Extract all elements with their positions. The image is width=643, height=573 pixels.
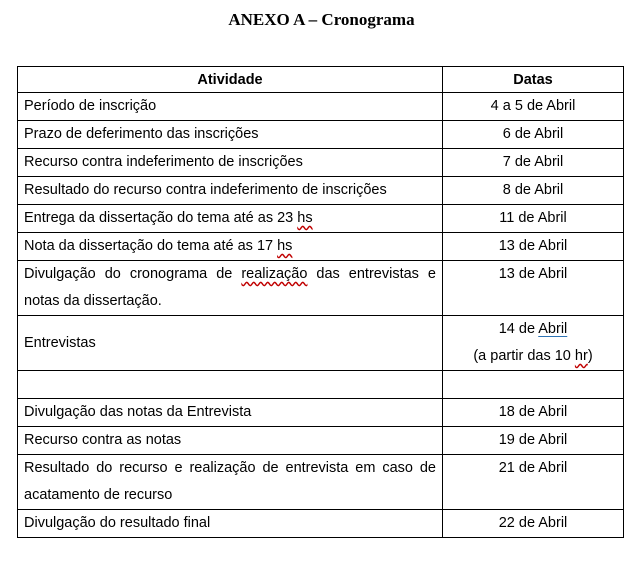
table-row — [18, 399, 624, 427]
date-cell: 8 de Abril — [443, 177, 624, 205]
table-header-row — [18, 67, 624, 93]
table-row — [18, 233, 624, 261]
date-line-2 — [449, 343, 617, 370]
date-cell: 7 de Abril — [443, 149, 624, 177]
activity-cell — [18, 261, 443, 316]
date-cell: 21 de Abril — [443, 455, 624, 510]
header-activity: Atividade — [18, 67, 443, 93]
table-row — [18, 121, 624, 149]
activity-text: Nota da dissertação do tema até as 17 — [24, 238, 278, 254]
date-cell — [443, 316, 624, 371]
date-text: (a partir das 10 — [473, 348, 575, 364]
date-cell — [443, 371, 624, 399]
activity-cell: Divulgação do resultado final — [18, 510, 443, 538]
spellcheck-flagged-word: hs — [297, 210, 313, 226]
schedule-table — [17, 66, 624, 538]
table-row — [18, 455, 624, 510]
table-row — [18, 316, 624, 371]
spellcheck-flagged-word: hs — [277, 238, 293, 254]
activity-cell — [18, 233, 443, 261]
date-cell: 13 de Abril — [443, 261, 624, 316]
date-text: 14 de — [498, 321, 539, 337]
activity-cell: Divulgação das notas da Entrevista — [18, 399, 443, 427]
table-row — [18, 427, 624, 455]
date-cell: 19 de Abril — [443, 427, 624, 455]
table-row-empty — [18, 371, 624, 399]
activity-text: Entrega da dissertação do tema até as 23 — [24, 210, 298, 226]
activity-cell: Entrevistas — [18, 316, 443, 371]
table-row — [18, 93, 624, 121]
date-cell: 4 a 5 de Abril — [443, 93, 624, 121]
grammar-flagged-word: Abril — [538, 321, 568, 337]
activity-cell — [18, 205, 443, 233]
activity-cell: Prazo de deferimento das inscrições — [18, 121, 443, 149]
spellcheck-flagged-word: hr — [574, 348, 588, 364]
table-row — [18, 177, 624, 205]
spellcheck-flagged-word: realização — [241, 266, 308, 282]
page-title: ANEXO A – Cronograma — [228, 10, 415, 29]
table-row — [18, 149, 624, 177]
activity-text: das entrevistas e notas da dissertação. — [24, 266, 436, 309]
date-text: ) — [587, 348, 593, 364]
activity-cell: Recurso contra indeferimento de inscrições — [18, 149, 443, 177]
date-cell: 6 de Abril — [443, 121, 624, 149]
date-cell: 13 de Abril — [443, 233, 624, 261]
date-cell: 18 de Abril — [443, 399, 624, 427]
date-line-1 — [449, 316, 617, 343]
activity-cell: Período de inscrição — [18, 93, 443, 121]
header-dates: Datas — [443, 67, 624, 93]
activity-cell: Resultado do recurso e realização de entrevista em caso de acatamento de recurso — [18, 455, 443, 510]
activity-text: Divulgação do cronograma de — [24, 266, 242, 282]
table-row — [18, 510, 624, 538]
table-row — [18, 205, 624, 233]
table-row — [18, 261, 624, 316]
activity-cell: Resultado do recurso contra indeferimento de inscrições — [18, 177, 443, 205]
activity-cell — [18, 371, 443, 399]
date-cell: 11 de Abril — [443, 205, 624, 233]
activity-cell: Recurso contra as notas — [18, 427, 443, 455]
date-cell: 22 de Abril — [443, 510, 624, 538]
